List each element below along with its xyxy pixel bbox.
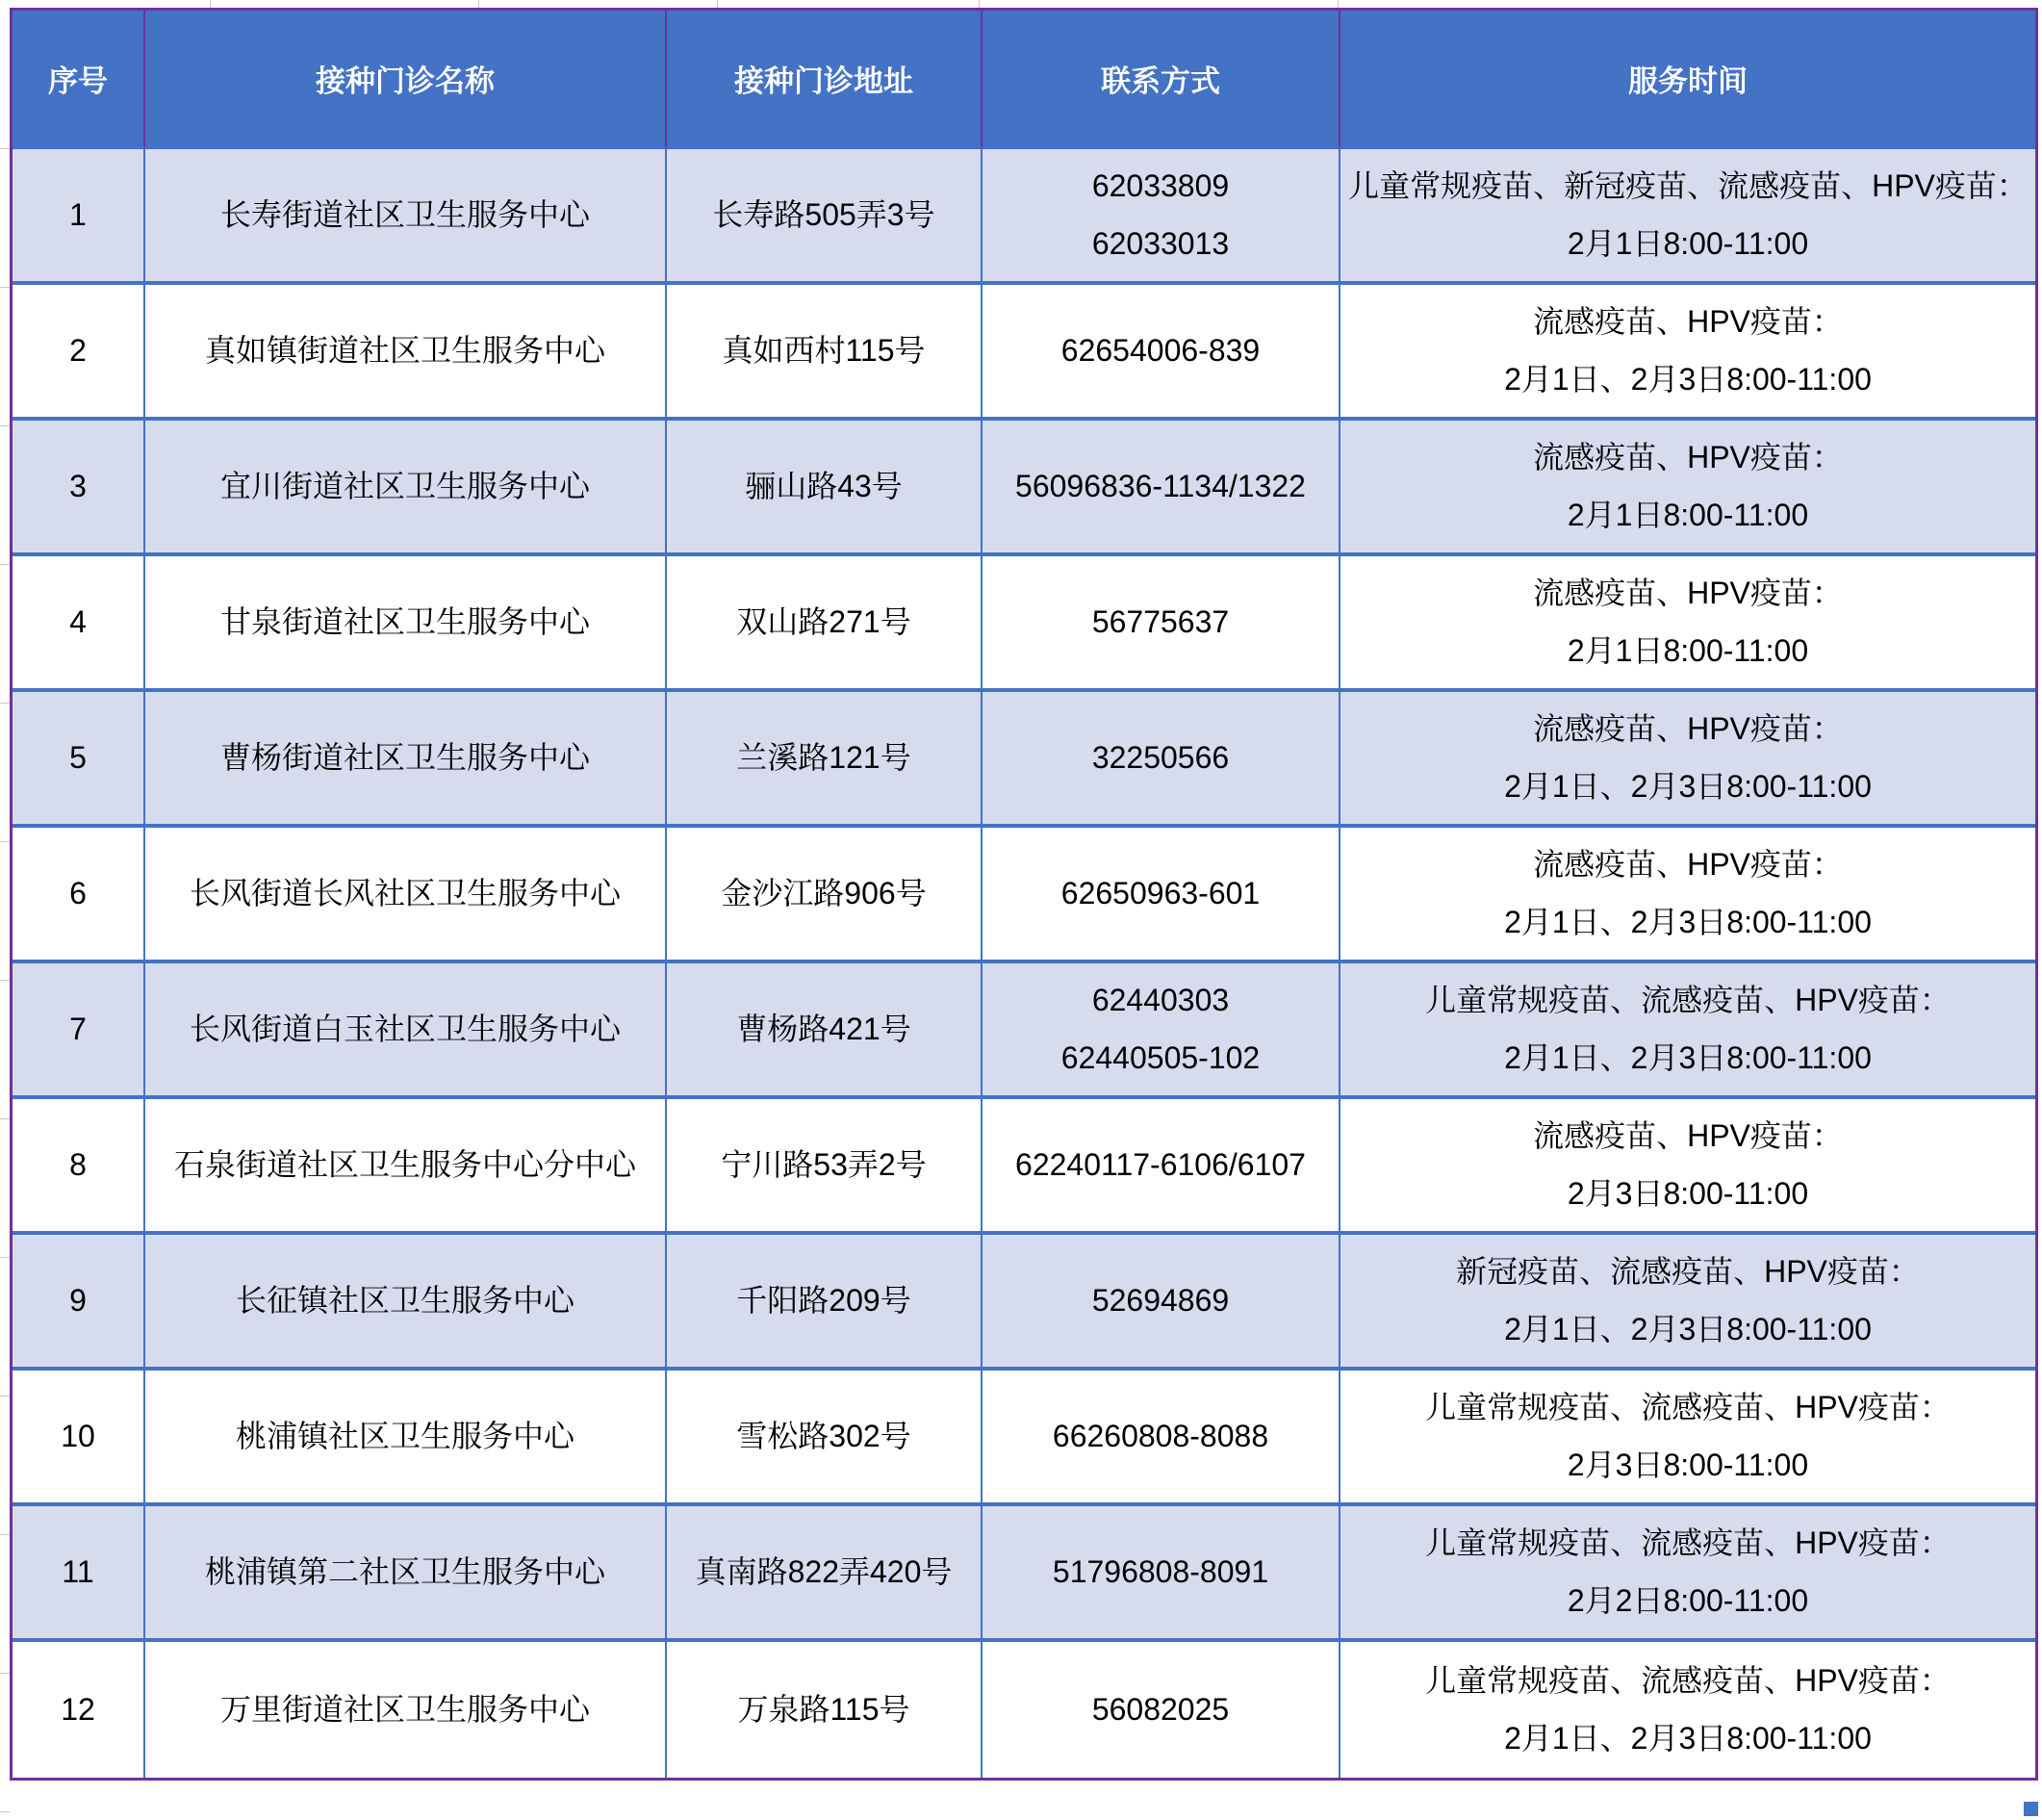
cell-text-line: 6 [69, 875, 87, 910]
cell-text-line: 62654006-839 [1060, 332, 1261, 368]
cell-clinic-name[interactable] [145, 1371, 667, 1506]
cell-text-line: 甘泉街道社区卫生服务中心 [219, 603, 590, 639]
cell-text-line: 双山路271号 [736, 603, 911, 639]
cell-service-time[interactable] [1340, 149, 2035, 285]
cell-address[interactable] [667, 1371, 983, 1506]
cell-text-line: 万泉路115号 [737, 1691, 910, 1727]
cell-text-line: 万里街道社区卫生服务中心 [219, 1691, 590, 1727]
vaccination-clinics-table [10, 8, 2038, 1781]
cell-text-line: 2月1日、2月3日8:00-11:00 [1504, 361, 1872, 397]
cell-text-line: 2月1日8:00-11:00 [1567, 632, 1809, 668]
table-body [13, 149, 2035, 1778]
cell-clinic-name[interactable] [145, 149, 667, 285]
cell-text-line: 金沙江路906号 [721, 875, 927, 910]
cell-clinic-name[interactable] [145, 285, 667, 421]
cell-text-line: 62033013 [1091, 225, 1230, 261]
table-row [13, 828, 2035, 963]
header-row [13, 11, 2035, 149]
cell-contact[interactable] [983, 692, 1340, 828]
cell-text-line: 儿童常规疫苗、流感疫苗、HPV疫苗： [1425, 983, 1951, 1018]
cell-text-line: 1 [69, 196, 87, 232]
cell-text-line: 5 [69, 739, 87, 775]
cell-text-line: 52694869 [1091, 1282, 1230, 1318]
header-cell-clinic-name[interactable]: 接种门诊名称 [145, 11, 667, 149]
cell-address[interactable] [667, 1506, 983, 1642]
cell-text-line: 2月1日、2月3日8:00-11:00 [1504, 1311, 1872, 1346]
cell-text-line: 2月3日8:00-11:00 [1567, 1175, 1809, 1211]
cell-contact[interactable] [983, 1099, 1340, 1235]
table-row [13, 1235, 2035, 1371]
cell-text-line: 2月1日、2月3日8:00-11:00 [1504, 768, 1872, 804]
cell-index[interactable] [13, 421, 145, 556]
cell-address[interactable] [667, 963, 983, 1099]
cell-clinic-name[interactable] [145, 556, 667, 692]
cell-address[interactable] [667, 285, 983, 421]
cell-text-line: 56082025 [1091, 1691, 1230, 1727]
cell-text-line: 真如西村115号 [722, 332, 926, 368]
table-row [13, 1642, 2035, 1778]
cell-service-time[interactable] [1340, 556, 2035, 692]
cell-text-line: 2月1日、2月3日8:00-11:00 [1504, 904, 1872, 939]
cell-text-line: 62440505-102 [1060, 1039, 1261, 1075]
cell-clinic-name[interactable] [145, 1642, 667, 1778]
cell-text-line: 宁川路53弄2号 [721, 1146, 927, 1182]
cell-index[interactable] [13, 556, 145, 692]
cell-text-line: 流感疫苗、HPV疫苗： [1533, 1118, 1843, 1154]
table-row [13, 556, 2035, 692]
cell-contact[interactable] [983, 556, 1340, 692]
cell-text-line: 8 [69, 1146, 87, 1182]
cell-service-time[interactable] [1340, 692, 2035, 828]
cell-text-line: 真如镇街道社区卫生服务中心 [204, 332, 605, 368]
cell-index[interactable] [13, 1235, 145, 1371]
cell-text-line: 儿童常规疫苗、新冠疫苗、流感疫苗、HPV疫苗： [1348, 168, 2028, 204]
cell-text-line: 长征镇社区卫生服务中心 [235, 1282, 574, 1318]
cell-text-line: 流感疫苗、HPV疫苗： [1533, 576, 1843, 611]
cell-text-line: 62240117-6106/6107 [1015, 1146, 1306, 1182]
cell-address[interactable] [667, 1642, 983, 1778]
table-row [13, 1506, 2035, 1642]
cell-address[interactable] [667, 149, 983, 285]
cell-index[interactable] [13, 149, 145, 285]
cell-service-time[interactable] [1340, 421, 2035, 556]
gridline-ticks-left [0, 148, 10, 1813]
cell-address[interactable] [667, 1099, 983, 1235]
cell-text-line: 宜川街道社区卫生服务中心 [219, 468, 590, 503]
cell-service-time[interactable] [1340, 828, 2035, 963]
table-row [13, 692, 2035, 828]
cell-text-line: 长寿街道社区卫生服务中心 [219, 196, 590, 232]
cell-text-line: 32250566 [1091, 739, 1230, 775]
cell-text-line: 流感疫苗、HPV疫苗： [1533, 847, 1843, 883]
cell-text-line: 56775637 [1091, 603, 1230, 639]
cell-service-time[interactable] [1340, 1642, 2035, 1778]
cell-clinic-name[interactable] [145, 1235, 667, 1371]
cell-service-time[interactable] [1340, 1235, 2035, 1371]
cell-index[interactable] [13, 1506, 145, 1642]
cell-text-line: 62033809 [1091, 168, 1230, 204]
cell-text-line: 2月3日8:00-11:00 [1567, 1447, 1809, 1482]
header-cell-contact[interactable]: 联系方式 [983, 11, 1340, 149]
cell-address[interactable] [667, 1235, 983, 1371]
cell-contact[interactable] [983, 828, 1340, 963]
cell-text-line: 真南路822弄420号 [695, 1553, 953, 1589]
cell-text-line: 流感疫苗、HPV疫苗： [1533, 711, 1843, 747]
cell-clinic-name[interactable] [145, 1099, 667, 1235]
table-row [13, 1371, 2035, 1506]
cell-text-line: 62650963-601 [1060, 875, 1261, 910]
cell-address[interactable] [667, 421, 983, 556]
cell-clinic-name[interactable] [145, 828, 667, 963]
cell-service-time[interactable] [1340, 1099, 2035, 1235]
cell-clinic-name[interactable] [145, 963, 667, 1099]
cell-address[interactable] [667, 556, 983, 692]
cell-text-line: 桃浦镇第二社区卫生服务中心 [204, 1553, 605, 1589]
cell-text-line: 长风街道白玉社区卫生服务中心 [189, 1011, 621, 1046]
cell-text-line: 新冠疫苗、流感疫苗、HPV疫苗： [1456, 1254, 1920, 1290]
cell-text-line: 长风街道长风社区卫生服务中心 [189, 875, 621, 910]
cell-clinic-name[interactable] [145, 692, 667, 828]
cell-text-line: 骊山路43号 [745, 468, 903, 503]
cell-text-line: 11 [62, 1553, 94, 1589]
cell-service-time[interactable] [1340, 1506, 2035, 1642]
cell-text-line: 3 [69, 468, 87, 503]
cell-contact[interactable] [983, 1642, 1340, 1778]
cell-contact[interactable] [983, 1235, 1340, 1371]
cell-index[interactable] [13, 828, 145, 963]
header-cell-index[interactable]: 序号 [13, 11, 145, 149]
cell-text-line: 51796808-8091 [1052, 1553, 1269, 1589]
header-cell-service-time[interactable]: 服务时间 [1340, 11, 2035, 149]
cell-clinic-name[interactable] [145, 1506, 667, 1642]
cell-text-line: 9 [69, 1282, 87, 1318]
cell-text-line: 4 [69, 603, 87, 639]
cell-service-time[interactable] [1340, 963, 2035, 1099]
cell-index[interactable] [13, 1099, 145, 1235]
table-row [13, 285, 2035, 421]
cell-contact[interactable] [983, 421, 1340, 556]
cell-text-line: 2月1日、2月3日8:00-11:00 [1504, 1039, 1872, 1075]
cell-text-line: 56096836-1134/1322 [1015, 468, 1306, 503]
cell-service-time[interactable] [1340, 1371, 2035, 1506]
cell-index[interactable] [13, 692, 145, 828]
cell-contact[interactable] [983, 1506, 1340, 1642]
header-cell-address[interactable]: 接种门诊地址 [667, 11, 983, 149]
table-row [13, 963, 2035, 1099]
cell-text-line: 2 [69, 332, 87, 368]
table-row [13, 421, 2035, 556]
cell-text-line: 曹杨街道社区卫生服务中心 [219, 739, 590, 775]
cell-index[interactable] [13, 1371, 145, 1506]
cell-text-line: 曹杨路421号 [736, 1011, 911, 1046]
cell-text-line: 66260808-8088 [1052, 1418, 1269, 1453]
cell-text-line: 2月1日8:00-11:00 [1567, 497, 1809, 532]
cell-text-line: 雪松路302号 [736, 1418, 911, 1453]
cell-text-line: 流感疫苗、HPV疫苗： [1533, 304, 1843, 340]
cell-contact[interactable] [983, 1371, 1340, 1506]
cell-clinic-name[interactable] [145, 421, 667, 556]
table-row [13, 149, 2035, 285]
cell-text-line: 10 [61, 1418, 95, 1453]
cell-text-line: 儿童常规疫苗、流感疫苗、HPV疫苗： [1425, 1390, 1951, 1425]
cell-text-line: 12 [61, 1691, 95, 1727]
cell-text-line: 2月1日、2月3日8:00-11:00 [1504, 1720, 1872, 1756]
selection-handle[interactable] [2023, 1801, 2039, 1817]
cell-address[interactable] [667, 828, 983, 963]
cell-service-time[interactable] [1340, 285, 2035, 421]
cell-text-line: 兰溪路121号 [736, 739, 911, 775]
table-header [13, 11, 2035, 149]
cell-text-line: 2月1日8:00-11:00 [1567, 225, 1809, 261]
cell-contact[interactable] [983, 963, 1340, 1099]
table-row [13, 1099, 2035, 1235]
cell-text-line: 儿童常规疫苗、流感疫苗、HPV疫苗： [1425, 1663, 1951, 1699]
cell-index[interactable] [13, 1642, 145, 1778]
cell-text-line: 62440303 [1091, 983, 1230, 1018]
cell-contact[interactable] [983, 149, 1340, 285]
cell-index[interactable] [13, 963, 145, 1099]
cell-contact[interactable] [983, 285, 1340, 421]
cell-address[interactable] [667, 692, 983, 828]
cell-index[interactable] [13, 285, 145, 421]
cell-text-line: 2月2日8:00-11:00 [1567, 1582, 1809, 1618]
cell-text-line: 儿童常规疫苗、流感疫苗、HPV疫苗： [1425, 1525, 1951, 1561]
cell-text-line: 桃浦镇社区卫生服务中心 [235, 1418, 574, 1453]
cell-text-line: 石泉街道社区卫生服务中心分中心 [173, 1146, 636, 1182]
cell-text-line: 千阳路209号 [736, 1282, 911, 1318]
cell-text-line: 流感疫苗、HPV疫苗： [1533, 440, 1843, 475]
cell-text-line: 长寿路505弄3号 [712, 196, 935, 232]
cell-text-line: 7 [69, 1011, 87, 1046]
